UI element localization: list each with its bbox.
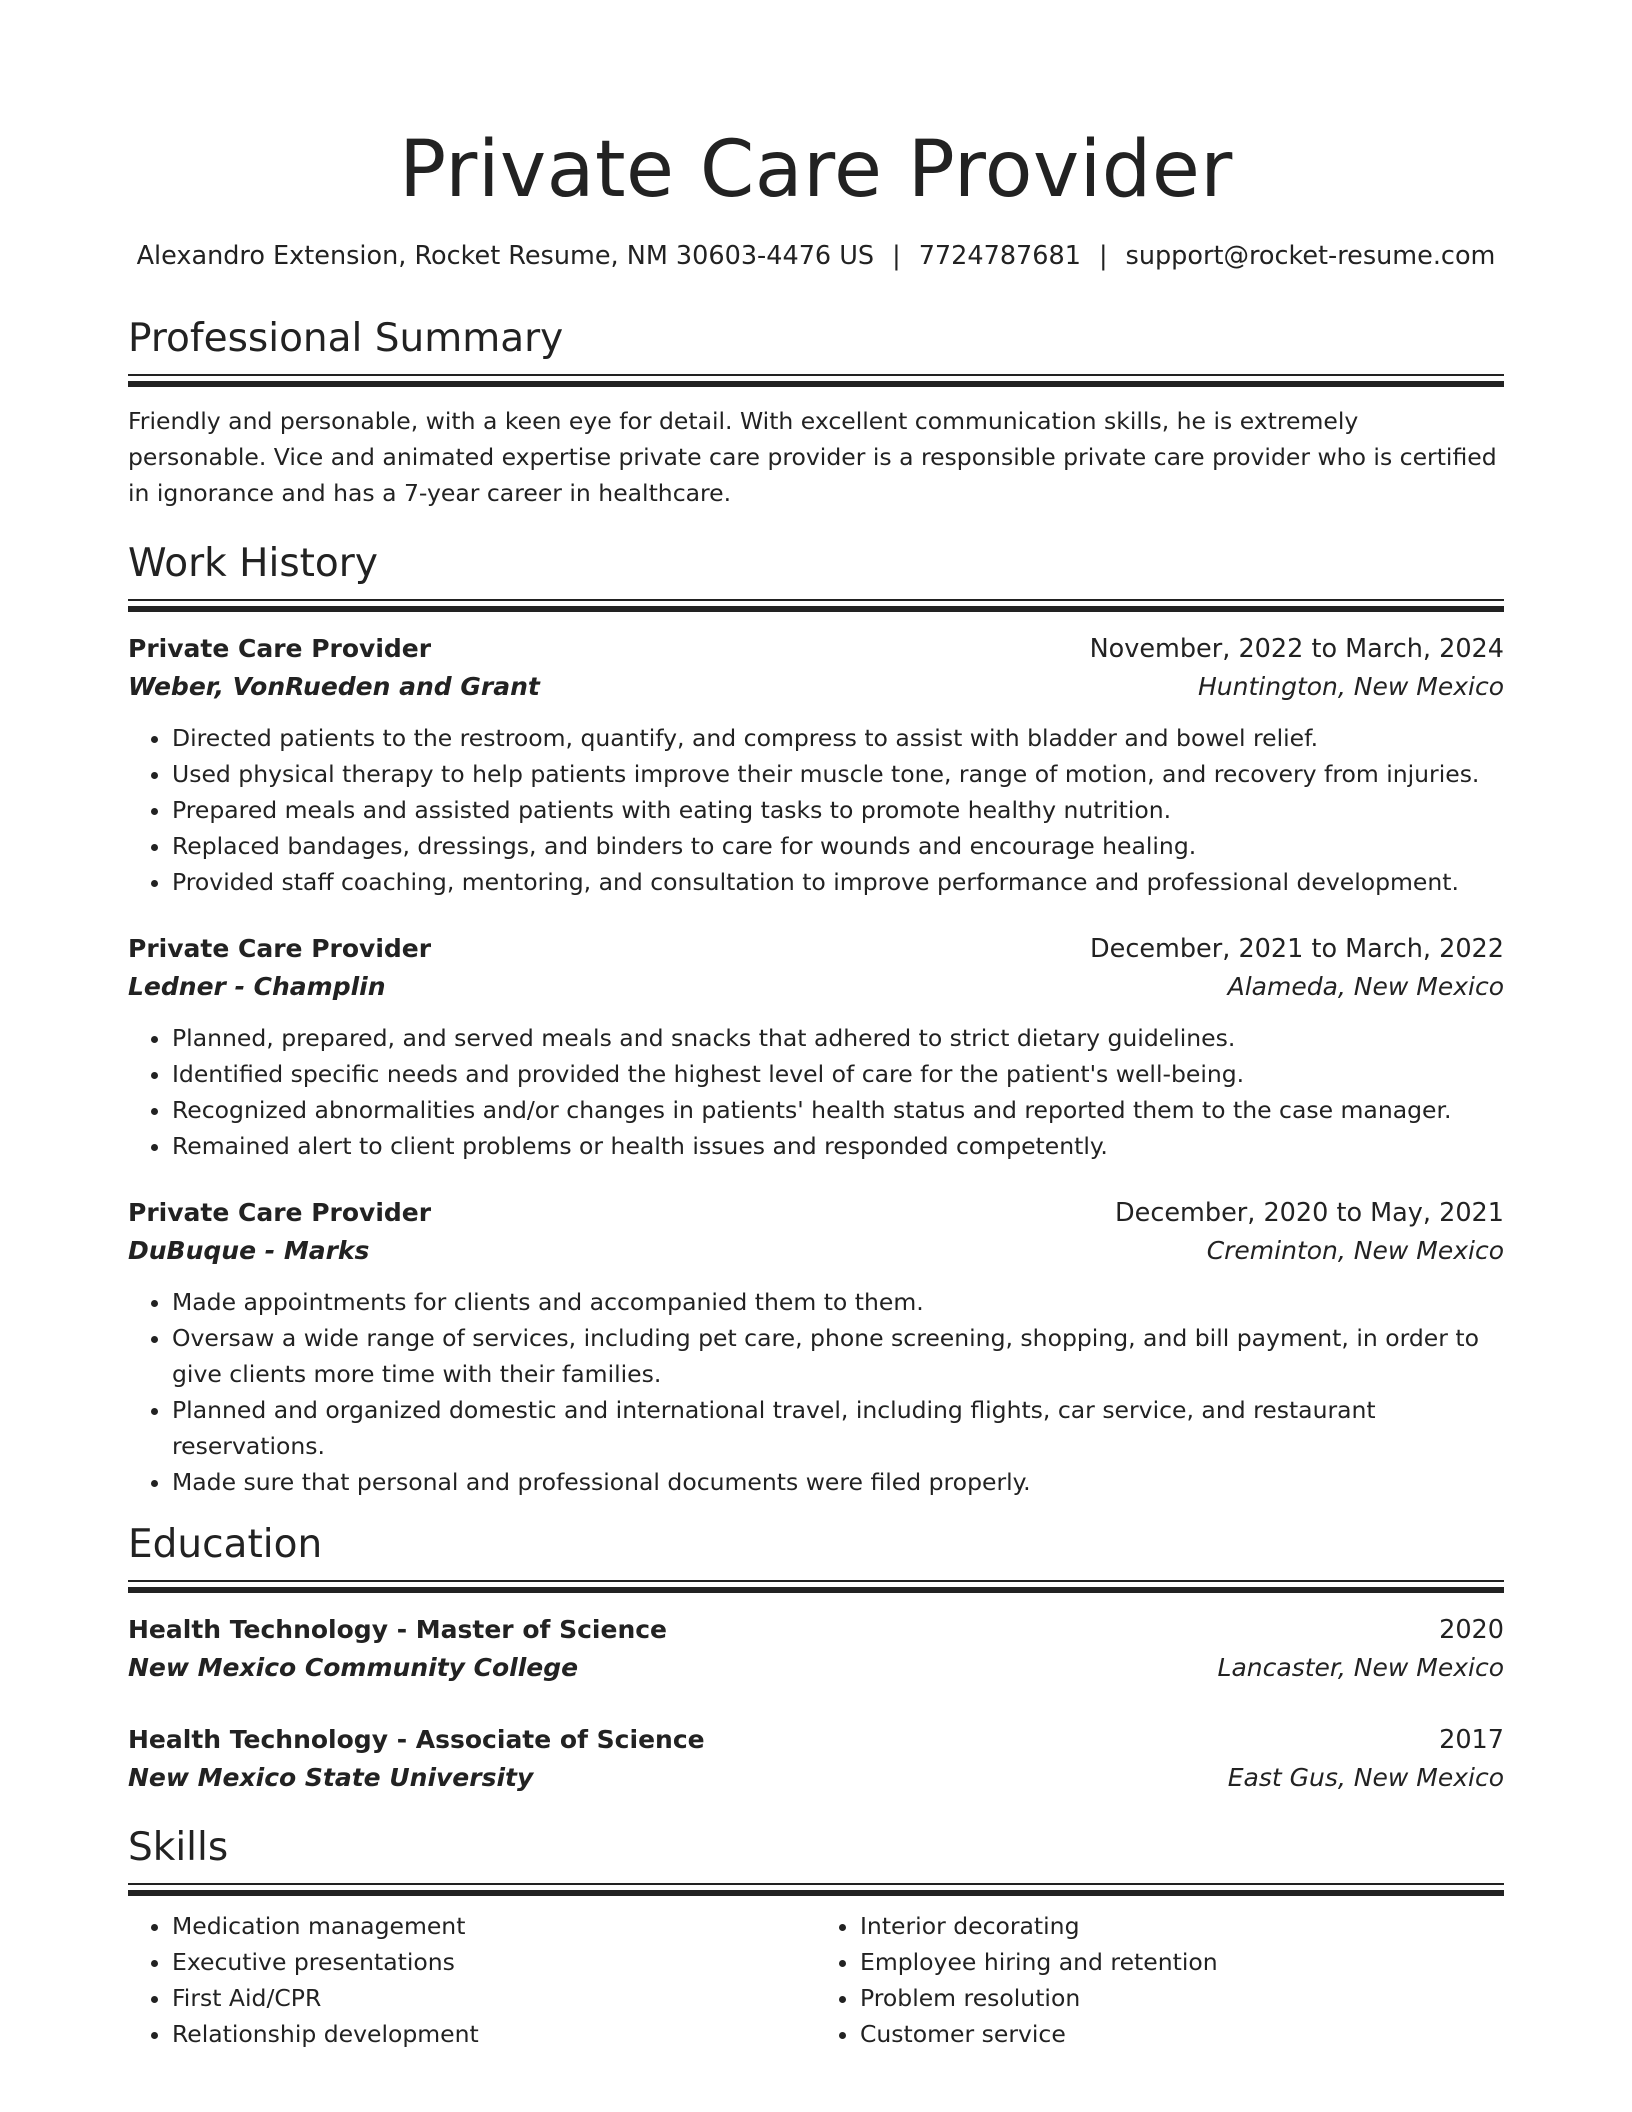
contact-line (128, 238, 1504, 274)
list-item: • Planned, prepared, and served meals and snacks that adhered to strict dietary guidelines. (172, 1020, 1504, 1056)
list-item: • Recognized abnormalities and/or changes in patients' health status and reported them to the case manager. (172, 1092, 1504, 1128)
list-item: • Provided staff coaching, mentoring, and consultation to improve performance and professional development. (172, 864, 1504, 900)
list-item: • Problem resolution (860, 1980, 1504, 2016)
list-item: • Interior decorating (860, 1908, 1504, 1944)
job-employer: Weber, VonRueden and Grant (128, 672, 540, 701)
education-school: New Mexico Community College (128, 1653, 579, 1682)
skills-section (128, 1823, 1504, 2052)
education-entry (128, 1611, 1504, 1687)
job-employer: Ledner - Champlin (128, 972, 386, 1001)
contact-separator: | (1098, 241, 1108, 271)
resume-name: Private Care Provider (399, 125, 1233, 215)
section-title-work-history: Work History (128, 541, 378, 586)
list-item: • Medication management (172, 1908, 816, 1944)
education-school-row (128, 1649, 1504, 1687)
education-section (128, 1520, 1504, 1797)
job-bullets (128, 720, 1504, 900)
contact-separator: | (892, 241, 901, 271)
job-employer-row (128, 968, 1504, 1006)
job-dates: December, 2020 to May, 2021 (1115, 1198, 1504, 1228)
list-item: • Identified specific needs and provided the highest level of care for the patient's well-being. (172, 1056, 1504, 1092)
list-item: • Prepared meals and assisted patients with eating tasks to promote healthy nutrition. (172, 792, 1504, 828)
job-dates: November, 2022 to March, 2024 (1089, 634, 1504, 664)
skills-list-left (128, 1908, 816, 2052)
job-title: Private Care Provider (128, 934, 432, 963)
job-header-row (128, 1194, 1504, 1232)
list-item: • Planned and organized domestic and international travel, including flights, car service, and restaurant reservations. (172, 1392, 1504, 1464)
list-item: • Relationship development (172, 2016, 816, 2052)
skills-columns (128, 1896, 1504, 2052)
section-divider (128, 1883, 1504, 1896)
job-entry (128, 630, 1504, 900)
list-item: • Used physical therapy to help patients improve their muscle tone, range of motion, and recovery from injuries. (172, 756, 1504, 792)
list-item: • Customer service (860, 2016, 1504, 2052)
education-year: 2017 (1439, 1725, 1504, 1755)
contact-email: support@rocket-resume.com (1125, 241, 1496, 271)
job-location: Alameda, New Mexico (1227, 972, 1504, 1001)
summary-text: Friendly and personable, with a keen eye for detail. With excellent communication skills, he is extremely personable. Vice and animated expertise private care provider is a responsible private care provider who is certified in ignorance and has a 7-year career in healthcare. (128, 407, 1497, 507)
education-school: New Mexico State University (128, 1763, 534, 1792)
list-item: • First Aid/CPR (172, 1980, 816, 2016)
education-degree: Health Technology - Master of Science (128, 1615, 668, 1644)
section-title-skills: Skills (128, 1825, 229, 1870)
skills-list-right (816, 1908, 1504, 2052)
education-header-row (128, 1611, 1504, 1649)
summary-section (128, 314, 1504, 511)
list-item: • Made appointments for clients and accompanied them to them. (172, 1284, 1504, 1320)
section-title-summary: Professional Summary (128, 316, 564, 361)
education-school-row (128, 1759, 1504, 1797)
work-history-section (128, 539, 1504, 1500)
section-title-education: Education (128, 1522, 323, 1567)
job-employer: DuBuque - Marks (128, 1236, 370, 1265)
list-item: • Directed patients to the restroom, quantify, and compress to assist with bladder and bowel relief. (172, 720, 1504, 756)
list-item: • Oversaw a wide range of services, including pet care, phone screening, shopping, and bill payment, in order to give clients more time with their families. (172, 1320, 1504, 1392)
job-location: Creminton, New Mexico (1206, 1236, 1504, 1265)
list-item: • Remained alert to client problems or health issues and responded competently. (172, 1128, 1504, 1164)
list-item: • Executive presentations (172, 1944, 816, 1980)
job-bullets (128, 1284, 1504, 1500)
job-header-row (128, 930, 1504, 968)
education-location: Lancaster, New Mexico (1217, 1653, 1504, 1682)
list-item: • Made sure that personal and professional documents were filed properly. (172, 1464, 1504, 1500)
list-item: • Replaced bandages, dressings, and binders to care for wounds and encourage healing. (172, 828, 1504, 864)
job-entry (128, 1194, 1504, 1500)
job-employer-row (128, 668, 1504, 706)
education-location: East Gus, New Mexico (1227, 1763, 1504, 1792)
education-header-row (128, 1721, 1504, 1759)
job-employer-row (128, 1232, 1504, 1270)
section-divider (128, 599, 1504, 612)
job-title: Private Care Provider (128, 634, 432, 663)
job-bullets (128, 1020, 1504, 1164)
job-title: Private Care Provider (128, 1198, 432, 1227)
section-divider (128, 1580, 1504, 1593)
education-year: 2020 (1439, 1615, 1504, 1645)
job-entry (128, 930, 1504, 1164)
education-entry (128, 1721, 1504, 1797)
section-divider (128, 374, 1504, 387)
contact-address: Alexandro Extension, Rocket Resume, NM 30603-4476 US (136, 241, 875, 271)
education-degree: Health Technology - Associate of Science (128, 1725, 705, 1754)
list-item: • Employee hiring and retention (860, 1944, 1504, 1980)
job-location: Huntington, New Mexico (1198, 672, 1504, 701)
contact-phone: 7724787681 (918, 241, 1081, 271)
job-header-row (128, 630, 1504, 668)
job-dates: December, 2021 to March, 2022 (1090, 934, 1504, 964)
